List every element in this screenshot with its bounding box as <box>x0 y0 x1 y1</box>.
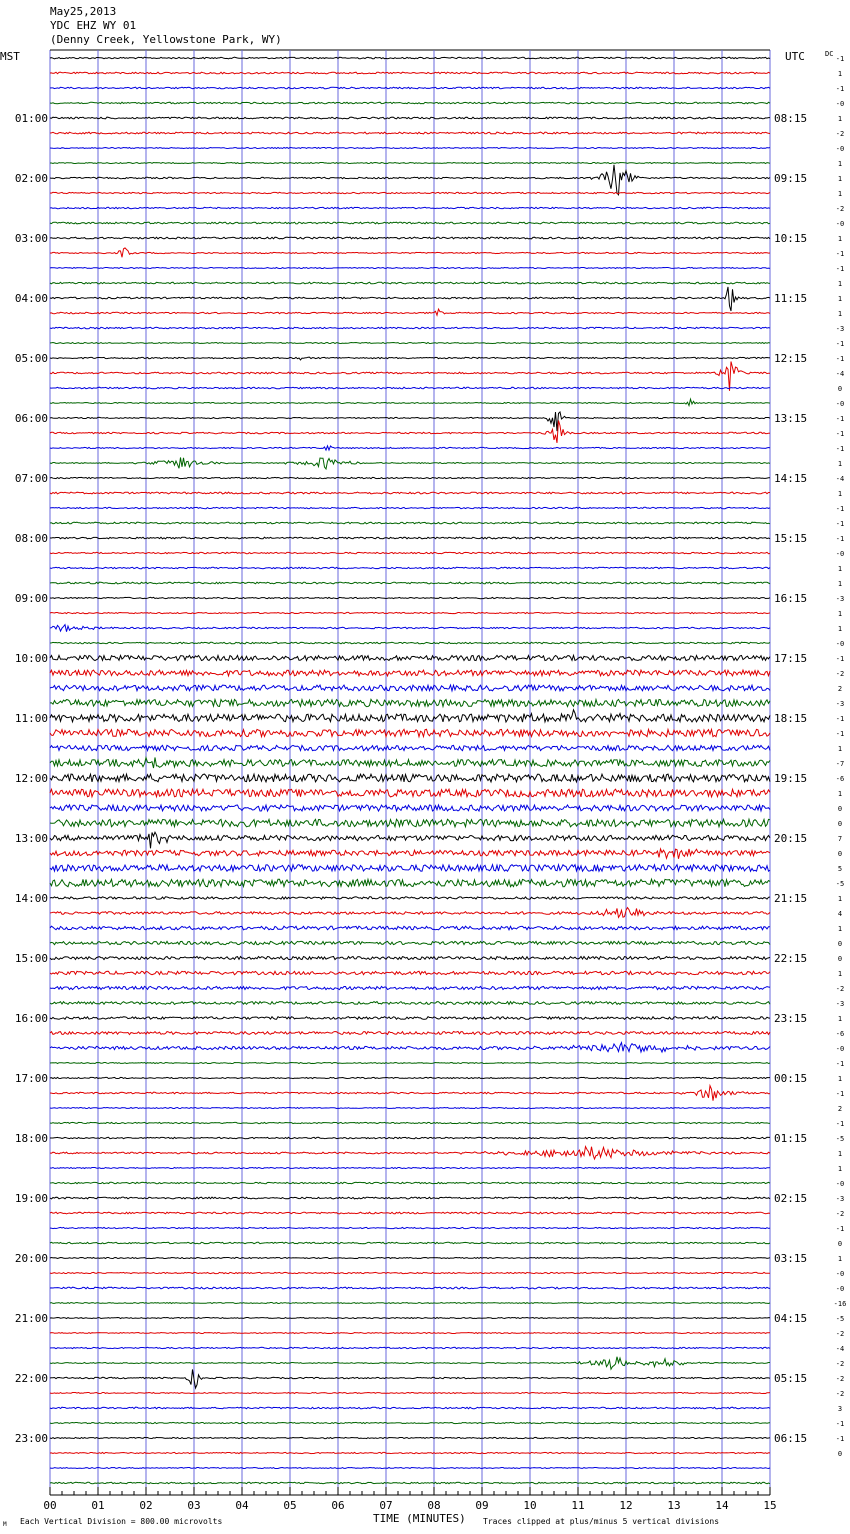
trace-line <box>50 597 770 598</box>
dc-offset-label: 1 <box>837 625 843 633</box>
x-tick-label: 14 <box>715 1499 729 1512</box>
dc-offset-label: -0 <box>835 145 845 153</box>
utc-hour-label: 14:15 <box>774 472 808 485</box>
dc-offset-label: -6 <box>835 775 845 783</box>
trace-line <box>50 165 770 195</box>
utc-hour-label: 02:15 <box>774 1192 808 1205</box>
trace-line <box>50 1369 770 1388</box>
mst-hour-label: 14:00 <box>14 892 48 905</box>
dc-offset-label: 1 <box>837 895 843 903</box>
dc-offset-label: 0 <box>837 940 843 948</box>
trace-line <box>50 412 770 431</box>
dc-offset-label: 2 <box>837 685 843 693</box>
dc-offset-label: 1 <box>837 70 843 78</box>
dc-offset-label: -3 <box>835 325 845 333</box>
trace-line <box>50 537 770 539</box>
trace-line <box>50 819 770 827</box>
x-tick-label: 07 <box>379 1499 393 1512</box>
dc-offset-label: -2 <box>835 1390 845 1398</box>
dc-offset-label: 1 <box>837 970 843 978</box>
dc-offset-label: -3 <box>835 595 845 603</box>
left-timezone-label: MST <box>0 50 20 63</box>
dc-offset-label: -2 <box>835 1375 845 1383</box>
trace-line <box>50 1182 770 1183</box>
dc-offset-label: -0 <box>835 1270 845 1278</box>
trace-line <box>50 1318 770 1319</box>
dc-offset-label: 0 <box>837 385 843 393</box>
trace-line <box>50 1017 770 1020</box>
trace-line <box>50 1077 770 1078</box>
utc-hour-label: 08:15 <box>774 112 808 125</box>
x-tick-label: 06 <box>331 1499 345 1512</box>
mst-hour-label: 03:00 <box>14 232 48 245</box>
trace-line <box>50 1122 770 1123</box>
trace-line <box>50 1147 770 1159</box>
mst-hour-label: 04:00 <box>14 292 48 305</box>
trace-line <box>50 1347 770 1348</box>
trace-line <box>50 612 770 613</box>
mst-hour-label: 18:00 <box>14 1132 48 1145</box>
minute-grid <box>50 50 770 1491</box>
right-timezone-label: UTC <box>785 50 805 63</box>
trace-line <box>50 758 770 769</box>
trace-line <box>50 1407 770 1409</box>
trace-line <box>50 192 770 193</box>
trace-line <box>50 1452 770 1453</box>
trace-line <box>50 57 770 59</box>
mst-hour-label: 08:00 <box>14 532 48 545</box>
mst-hour-label: 19:00 <box>14 1192 48 1205</box>
utc-hour-label: 19:15 <box>774 772 808 785</box>
dc-offset-label: 0 <box>837 1240 843 1248</box>
dc-offset-label: 1 <box>837 1015 843 1023</box>
trace-line <box>50 237 770 239</box>
trace-line <box>50 729 770 736</box>
dc-offset-label: 1 <box>837 310 843 318</box>
dc-offset-label: -2 <box>835 205 845 213</box>
trace-line <box>50 1227 770 1228</box>
trace-line <box>50 865 770 872</box>
trace-line <box>50 362 770 391</box>
utc-hour-label: 03:15 <box>774 1252 808 1265</box>
trace-line <box>50 357 770 360</box>
utc-hour-label: 17:15 <box>774 652 808 665</box>
x-tick-label: 15 <box>763 1499 777 1512</box>
mst-hour-label: 11:00 <box>14 712 48 725</box>
trace-line <box>50 207 770 208</box>
trace-line <box>50 1043 770 1053</box>
trace-line <box>50 1032 770 1035</box>
trace-line <box>50 267 770 268</box>
trace-line <box>50 567 770 568</box>
trace-line <box>50 102 770 104</box>
trace-line <box>50 421 770 443</box>
dc-offset-label: -0 <box>835 640 845 648</box>
trace-line <box>50 642 770 644</box>
utc-hour-label: 13:15 <box>774 412 808 425</box>
trace-line <box>50 282 770 284</box>
trace-line <box>50 897 770 899</box>
trace-line <box>50 805 770 811</box>
dc-offset-label: 1 <box>837 115 843 123</box>
x-tick-label: 11 <box>571 1499 585 1512</box>
x-tick-label: 00 <box>43 1499 57 1512</box>
trace-line <box>50 1303 770 1304</box>
dc-offset-label: 1 <box>837 925 843 933</box>
trace-line <box>50 148 770 149</box>
header-location: (Denny Creek, Yellowstone Park, WY) <box>50 33 282 46</box>
scale-note: Each Vertical Division = 800.00 microvolts <box>20 1517 223 1526</box>
utc-hour-label: 16:15 <box>774 592 808 605</box>
dc-offset-label: -1 <box>835 655 845 663</box>
trace-line <box>50 1137 770 1138</box>
dc-offset-label: 1 <box>837 745 843 753</box>
mst-hour-label: 22:00 <box>14 1372 48 1385</box>
dc-offset-label: 1 <box>837 1255 843 1263</box>
trace-line <box>50 1437 770 1438</box>
trace-line <box>50 87 770 89</box>
trace-line <box>50 957 770 960</box>
dc-offset-label: 3 <box>837 1405 843 1413</box>
trace-line <box>50 699 770 706</box>
dc-offset-label: -1 <box>835 85 845 93</box>
trace-line <box>50 926 770 930</box>
trace-line <box>50 222 770 224</box>
dc-offset-label: -1 <box>835 430 845 438</box>
dc-offset-label: -1 <box>835 1090 845 1098</box>
trace-line <box>50 832 770 848</box>
mst-hour-label: 20:00 <box>14 1252 48 1265</box>
dc-offset-label: -1 <box>835 730 845 738</box>
mst-hour-label: 01:00 <box>14 112 48 125</box>
x-tick-label: 12 <box>619 1499 633 1512</box>
mst-hour-label: 05:00 <box>14 352 48 365</box>
trace-line <box>50 1393 770 1394</box>
mst-hour-label: 06:00 <box>14 412 48 425</box>
dc-offset-label: -1 <box>835 340 845 348</box>
dc-offset-label: -1 <box>835 415 845 423</box>
utc-hour-label: 01:15 <box>774 1132 808 1145</box>
dc-offset-label: -3 <box>835 1195 845 1203</box>
header-date: May25,2013 <box>50 5 117 18</box>
utc-hour-label: 05:15 <box>774 1372 808 1385</box>
trace-line <box>50 625 770 632</box>
mst-hour-label: 23:00 <box>14 1432 48 1445</box>
dc-offset-label: 1 <box>837 1150 843 1158</box>
mst-hour-label: 02:00 <box>14 172 48 185</box>
dc-offset-label: -0 <box>835 550 845 558</box>
x-tick-label: 09 <box>475 1499 489 1512</box>
dc-offset-label: -1 <box>835 250 845 258</box>
dc-offset-label: -1 <box>835 520 845 528</box>
trace-line <box>50 492 770 494</box>
utc-hour-label: 22:15 <box>774 952 808 965</box>
trace-line <box>50 477 770 478</box>
dc-offset-label: -2 <box>835 130 845 138</box>
dc-offset-label: -4 <box>835 475 845 483</box>
trace-line <box>50 655 770 660</box>
clip-note: Traces clipped at plus/minus 5 vertical divisions <box>483 1517 720 1526</box>
dc-offset-label: -0 <box>835 400 845 408</box>
mst-hour-label: 09:00 <box>14 592 48 605</box>
trace-line <box>50 522 770 524</box>
dc-offset-label: -0 <box>835 1045 845 1053</box>
dc-offset-label: 1 <box>837 1075 843 1083</box>
trace-line <box>50 1257 770 1258</box>
x-tick-label: 05 <box>283 1499 297 1512</box>
dc-offset-label: 0 <box>837 955 843 963</box>
utc-hour-label: 06:15 <box>774 1432 808 1445</box>
trace-line <box>50 343 770 344</box>
corner-mark: M <box>3 1521 7 1528</box>
utc-hour-label: 11:15 <box>774 292 808 305</box>
trace-line <box>50 1108 770 1109</box>
trace-line <box>50 971 770 974</box>
utc-hour-label: 20:15 <box>774 832 808 845</box>
trace-line <box>50 685 770 691</box>
dc-offset-label: -2 <box>835 1360 845 1368</box>
trace-line <box>50 458 770 470</box>
trace-line <box>50 327 770 328</box>
dc-offset-label: 1 <box>837 580 843 588</box>
dc-offset-label: -2 <box>835 1210 845 1218</box>
dc-offset-label: 1 <box>837 790 843 798</box>
x-tick-label: 13 <box>667 1499 681 1512</box>
header-station: YDC EHZ WY 01 <box>50 19 137 32</box>
x-tick-label: 02 <box>139 1499 153 1512</box>
dc-offset-label: -1 <box>835 1225 845 1233</box>
dc-offset-label: -1 <box>835 505 845 513</box>
trace-line <box>50 582 770 584</box>
dc-offset-label: 1 <box>837 295 843 303</box>
dc-offset-label: 0 <box>837 805 843 813</box>
dc-offset-label: 1 <box>837 160 843 168</box>
x-tick-label: 04 <box>235 1499 249 1512</box>
trace-line <box>50 1287 770 1289</box>
trace-line <box>50 552 770 553</box>
dc-offset-label: -0 <box>835 1180 845 1188</box>
dc-offset-label: 1 <box>837 565 843 573</box>
utc-hour-label: 10:15 <box>774 232 808 245</box>
trace-line <box>50 908 770 918</box>
trace-line <box>50 1242 770 1243</box>
trace-line <box>50 72 770 74</box>
trace-line <box>50 710 770 722</box>
mst-hour-label: 17:00 <box>14 1072 48 1085</box>
trace-line <box>50 1357 770 1370</box>
trace-line <box>50 745 770 750</box>
x-tick-label: 03 <box>187 1499 201 1512</box>
dc-offset-label: 0 <box>837 1450 843 1458</box>
dc-offset-label: -5 <box>835 880 845 888</box>
dc-offset-label: 1 <box>837 1165 843 1173</box>
dc-offset-label: 2 <box>837 1105 843 1113</box>
trace-line <box>50 1063 770 1064</box>
dc-offset-label: 1 <box>837 280 843 288</box>
mst-hour-label: 10:00 <box>14 652 48 665</box>
trace-line <box>50 399 770 405</box>
dc-offset-label: 7 <box>837 835 843 843</box>
trace-line <box>50 446 770 450</box>
dc-offset-label: 4 <box>837 910 843 918</box>
utc-hour-label: 23:15 <box>774 1012 808 1025</box>
dc-offset-label: -0 <box>835 100 845 108</box>
x-axis-label: TIME (MINUTES) <box>373 1512 466 1525</box>
mst-hour-label: 15:00 <box>14 952 48 965</box>
dc-offset-label: 1 <box>837 190 843 198</box>
dc-offset-label: 0 <box>837 850 843 858</box>
dc-offset-label: -1 <box>835 55 845 63</box>
dc-offset-label: -1 <box>835 445 845 453</box>
trace-line <box>50 986 770 989</box>
dc-label: DC <box>825 50 834 58</box>
trace-line <box>50 1168 770 1169</box>
mst-hour-label: 16:00 <box>14 1012 48 1025</box>
trace-line <box>50 1086 770 1101</box>
trace-line <box>50 1422 770 1423</box>
dc-offset-label: -2 <box>835 985 845 993</box>
dc-offset-label: -1 <box>835 1060 845 1068</box>
dc-offset-label: -0 <box>835 1285 845 1293</box>
dc-offset-label: -1 <box>835 1420 845 1428</box>
trace-line <box>50 849 770 859</box>
trace-line <box>50 1212 770 1214</box>
dc-offset-label: -1 <box>835 355 845 363</box>
trace-line <box>50 507 770 508</box>
trace-line <box>50 774 770 782</box>
utc-hour-label: 04:15 <box>774 1312 808 1325</box>
trace-line <box>50 1333 770 1334</box>
trace-line <box>50 789 770 797</box>
trace-line <box>50 132 770 134</box>
utc-hour-label: 09:15 <box>774 172 808 185</box>
dc-offset-label: -5 <box>835 1135 845 1143</box>
utc-hour-label: 21:15 <box>774 892 808 905</box>
dc-offset-label: -1 <box>835 1435 845 1443</box>
dc-offset-label: -2 <box>835 670 845 678</box>
trace-line <box>50 941 770 944</box>
dc-offset-label: -1 <box>835 535 845 543</box>
dc-offset-label: 5 <box>837 865 843 873</box>
trace-group <box>50 57 770 1484</box>
dc-offset-label: -7 <box>835 760 845 768</box>
trace-line <box>50 1272 770 1273</box>
trace-line <box>50 287 770 311</box>
trace-line <box>50 1197 770 1199</box>
x-tick-label: 08 <box>427 1499 441 1512</box>
utc-hour-label: 12:15 <box>774 352 808 365</box>
dc-offset-label: 1 <box>837 460 843 468</box>
trace-line <box>50 879 770 887</box>
dc-offset-label: 0 <box>837 820 843 828</box>
dc-offset-label: -0 <box>835 220 845 228</box>
utc-hour-label: 18:15 <box>774 712 808 725</box>
dc-offset-label: 1 <box>837 175 843 183</box>
dc-offset-label: -5 <box>835 1315 845 1323</box>
trace-line <box>50 117 770 119</box>
mst-hour-label: 12:00 <box>14 772 48 785</box>
mst-hour-label: 21:00 <box>14 1312 48 1325</box>
trace-line <box>50 1002 770 1005</box>
x-tick-label: 10 <box>523 1499 537 1512</box>
dc-offset-label: -16 <box>833 1300 847 1308</box>
dc-offset-label: -1 <box>835 715 845 723</box>
trace-line <box>50 1482 770 1483</box>
mst-hour-label: 07:00 <box>14 472 48 485</box>
trace-line <box>50 387 770 389</box>
x-axis <box>43 1487 776 1512</box>
utc-hour-label: 15:15 <box>774 532 808 545</box>
dc-offset-label: -1 <box>835 265 845 273</box>
trace-line <box>50 248 770 257</box>
dc-offset-label: -3 <box>835 700 845 708</box>
dc-offset-label: 1 <box>837 610 843 618</box>
dc-offset-label: -6 <box>835 1030 845 1038</box>
dc-offset-label: 1 <box>837 490 843 498</box>
dc-offset-label: 1 <box>837 235 843 243</box>
mst-hour-label: 13:00 <box>14 832 48 845</box>
dc-offset-label: -3 <box>835 1000 845 1008</box>
trace-line <box>50 162 770 163</box>
x-tick-label: 01 <box>91 1499 105 1512</box>
trace-line <box>50 670 770 676</box>
dc-offset-label: -2 <box>835 1330 845 1338</box>
trace-line <box>50 309 770 315</box>
dc-offset-label: -4 <box>835 1345 845 1353</box>
dc-offset-label: -4 <box>835 370 845 378</box>
utc-hour-label: 00:15 <box>774 1072 808 1085</box>
trace-line <box>50 1468 770 1469</box>
dc-offset-label: -1 <box>835 1120 845 1128</box>
